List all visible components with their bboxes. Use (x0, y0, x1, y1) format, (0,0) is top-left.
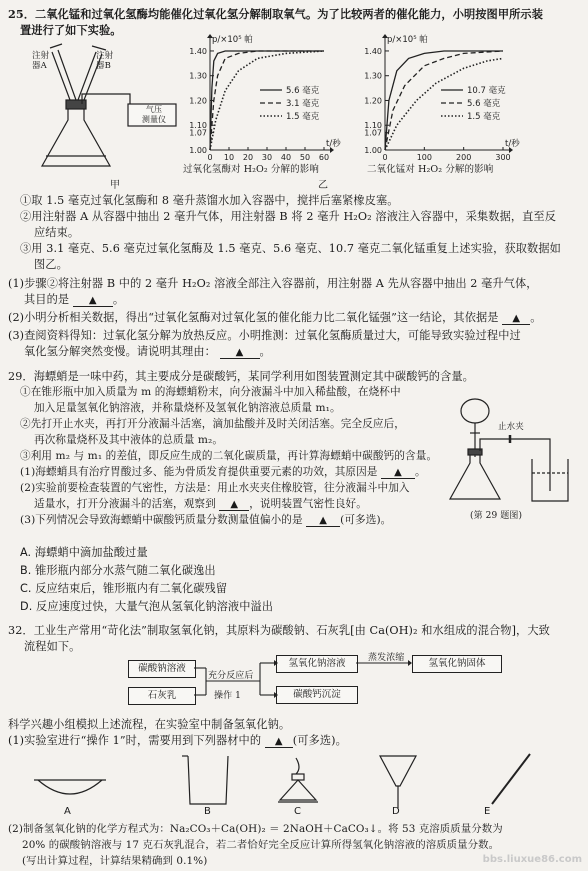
q25-question3b: 氧化氢分解突然变慢。请说明其理由： ▲ 。 (24, 345, 271, 358)
q25-step3a: ③用 3.1 毫克、5.6 毫克过氧化氢酶及 1.5 毫克、5.6 毫克、10.7 毫克二氧化锰重复上述实验，获取数据如 (20, 242, 561, 255)
q29-step1a: ①在锥形瓶中加入质量为 m 的海螵蛸粉末，向分液漏斗中加入稀盐酸，在烧杯中 (20, 386, 401, 398)
x-tick-label: 300 (495, 153, 511, 162)
q25-step1: ①取 1.5 毫克过氧化氢酶和 8 毫升蒸馏水加入容器中，搅拌后塞紧橡皮塞。 (20, 194, 399, 207)
option-d: D. 反应速度过快，大量气泡从氢氧化钠溶液中溢出 (20, 600, 274, 613)
q32-group-text: 科学兴趣小组模拟上述流程，在实验室中制备氢氧化钠。 (8, 718, 291, 731)
q25-step2a: ②用注射器 A 从容器中抽出 2 毫升气体，用注射器 B 将 2 毫升 H₂O₂ 溶液注入容器中，采集数据，直至反 (20, 210, 557, 223)
y-tick-label: 1.40 (364, 46, 382, 56)
x-tick-label: 10 (223, 153, 235, 162)
flow-box-sodium-carbonate: 碳酸钠溶液 (128, 660, 196, 678)
x-tick-label: 30 (261, 153, 273, 162)
flow-box-naoh-solution: 氢氧化钠溶液 (276, 655, 358, 673)
legend-label-3: 1.5 毫克 (467, 112, 501, 122)
watermark: bbs.liuxue86.com (482, 854, 582, 865)
syringe-a-label: 注射 器A (32, 51, 50, 71)
q25-intro-line1: 25．二氧化锰和过氧化氢酶均能催化过氧化氢分解制取氧气。为了比较两者的催化能力，小明按图甲所示装 (8, 7, 543, 21)
equipment-figures (30, 750, 560, 810)
x-tick-label: 100 (416, 153, 432, 162)
q32-intro-line1: 32．工业生产常用“苛化法”制取氢氧化钠，其原料为碳酸钠、石灰乳[由 Ca(OH)₂ 和水组成的混合物]，大致 (8, 624, 550, 637)
chart-catalase (178, 32, 343, 182)
option-a: A. 海螵蛸中滴加盐酸过量 (20, 546, 148, 559)
equipment-label-b: B (204, 806, 211, 817)
q25-intro-line2: 置进行了如下实验。 (20, 23, 122, 37)
q32-question1: (1)实验室进行“操作 1”时，需要用到下列器材中的 ▲ (可多选)。 (8, 734, 347, 747)
legend-label-2: 5.6 毫克 (467, 99, 501, 109)
y-tick-label: 1.00 (364, 146, 382, 155)
x-tick-label: 20 (242, 153, 254, 162)
legend-label-2: 3.1 毫克 (286, 99, 320, 109)
q29-step1b: 加入足量氢氧化钠溶液，并称量烧杯及氢氧化钠溶液总质量 m₁。 (34, 402, 341, 414)
y-tick-label: 1.20 (189, 96, 207, 106)
q29-question2a: (2)实验前要检查装置的气密性，方法是：用止水夹夹住橡胶管，往分液漏斗中加入 (20, 482, 410, 494)
y-tick-label: 1.20 (364, 96, 382, 106)
q29-question1: (1)海螵蛸具有治疗胃酸过多、能为骨质发育提供重要元素的功效，其原因是 ▲ 。 (20, 466, 426, 478)
clamp-label: 止水夹 (498, 422, 524, 432)
y-tick-label: 1.30 (189, 71, 207, 81)
x-axis-label: t/秒 (505, 139, 520, 149)
legend-label-1: 5.6 毫克 (286, 86, 320, 96)
q29-step2a: ②先打开止水夹，再打开分液漏斗活塞，滴加盐酸并及时关闭活塞。完全反应后， (20, 418, 405, 430)
q25-question1: (1)步骤②将注射器 B 中的 2 毫升 H₂O₂ 溶液全部注入容器前，用注射器 A 先从容器中抽出 2 毫升气体， (8, 277, 538, 290)
q29-step3: ③利用 m₂ 与 m₁ 的差值，即反应生成的二氧化碳质量，再计算海螵蛸中碳酸钙的含量。 (20, 450, 438, 462)
option-c: C. 反应结束后，锥形瓶内有二氧化碳残留 (20, 582, 228, 595)
q29-question3: (3)下列情况会导致海螵蛸中碳酸钙质量分数测量值偏小的是 ▲ (可多选)。 (20, 514, 392, 526)
equipment-label-d: D (392, 806, 400, 817)
flow-box-naoh-solid: 氢氧化钠固体 (412, 655, 502, 673)
legend-label-3: 1.5 毫克 (286, 112, 320, 122)
x-tick-label: 0 (207, 153, 213, 162)
chart-right-caption: 二氧化锰对 H₂O₂ 分解的影响 (367, 164, 494, 175)
q25-question2: (2)小明分析相关数据，得出“过氧化氢酶对过氧化氢的催化能力比二氧化锰强”这一结论，其依据是 ▲ 。 (8, 311, 542, 324)
equipment-label-c: C (294, 806, 302, 817)
legend-label-1: 10.7 毫克 (467, 86, 506, 96)
x-tick-label: 60 (318, 153, 330, 162)
q25-question3a: (3)查阅资料得知：过氧化氢分解为放热反应。小明推测：过氧化氢酶质量过大，可能导致实验过程中过 (8, 329, 521, 342)
q25-step3b: 图乙。 (34, 258, 68, 271)
figure-29-apparatus (440, 395, 580, 507)
q32-intro-line2: 流程如下。 (24, 640, 81, 653)
flow-react-label: 充分反应后 (208, 671, 254, 681)
q29-question2b: 适量水，打开分液漏斗的活塞，观察到 ▲ ，说明装置气密性良好。 (34, 498, 367, 510)
gauge-label: 气压 测量仪 (141, 105, 167, 124)
flow-box-caco3: 碳酸钙沉淀 (276, 686, 358, 704)
chart-left-caption: 过氧化氢酶对 H₂O₂ 分解的影响 (183, 164, 319, 175)
chart-mno2 (353, 32, 528, 182)
q25-question1b: 其目的是 ▲ 。 (24, 293, 125, 306)
flow-box-lime: 石灰乳 (128, 687, 196, 705)
figure-jia-caption: 甲 (110, 180, 121, 191)
option-b: B. 锥形瓶内部分水蒸气随二氧化碳逸出 (20, 564, 216, 577)
y-tick-label: 1.40 (189, 46, 207, 56)
figure-29-caption: (第 29 题图) (470, 511, 523, 521)
q29-step2b: 再次称量烧杯及其中液体的总质量 m₂。 (34, 434, 224, 446)
y-tick-label: 1.07 (364, 128, 382, 138)
y-tick-label: 1.10 (364, 121, 382, 131)
q32-question2c: (写出计算过程，计算结果精确到 0.1%) (22, 855, 208, 867)
syringe-b-label: 注射 器B (96, 51, 114, 71)
y-axis-label: p/×10⁵ 帕 (387, 35, 428, 45)
x-tick-label: 200 (456, 153, 472, 162)
q32-question2a: (2)制备氢氧化钠的化学方程式为：Na₂CO₃＋Ca(OH)₂ ＝ 2NaOH＋CaCO₃↓。将 53 克溶质质量分数为 (8, 823, 503, 835)
x-axis-label: t/秒 (326, 139, 341, 149)
y-tick-label: 1.10 (189, 121, 207, 131)
x-tick-label: 50 (299, 153, 311, 162)
x-tick-label: 40 (280, 153, 292, 162)
flow-operation-label: 操作 1 (214, 691, 241, 701)
flow-evaporate-label: 蒸发浓缩 (368, 653, 405, 663)
equipment-label-e: E (484, 806, 491, 817)
y-axis-label: p/×10⁵ 帕 (212, 35, 253, 45)
q25-step2b: 应结束。 (34, 226, 80, 239)
x-tick-label: 0 (382, 153, 388, 162)
q29-intro: 29．海螵蛸是一味中药，其主要成分是碳酸钙，某同学利用如图装置测定其中碳酸钙的含量。 (8, 370, 474, 383)
q32-question2b: 20% 的碳酸钠溶液与 17 克石灰乳混合，若二者恰好完全反应计算所得氢氧化钠溶液的溶质质量分数。 (22, 839, 500, 851)
y-tick-label: 1.00 (189, 146, 207, 155)
y-tick-label: 1.07 (189, 128, 207, 138)
figure-yi-caption: 乙 (318, 180, 329, 191)
equipment-label-a: A (64, 806, 71, 817)
y-tick-label: 1.30 (364, 71, 382, 81)
